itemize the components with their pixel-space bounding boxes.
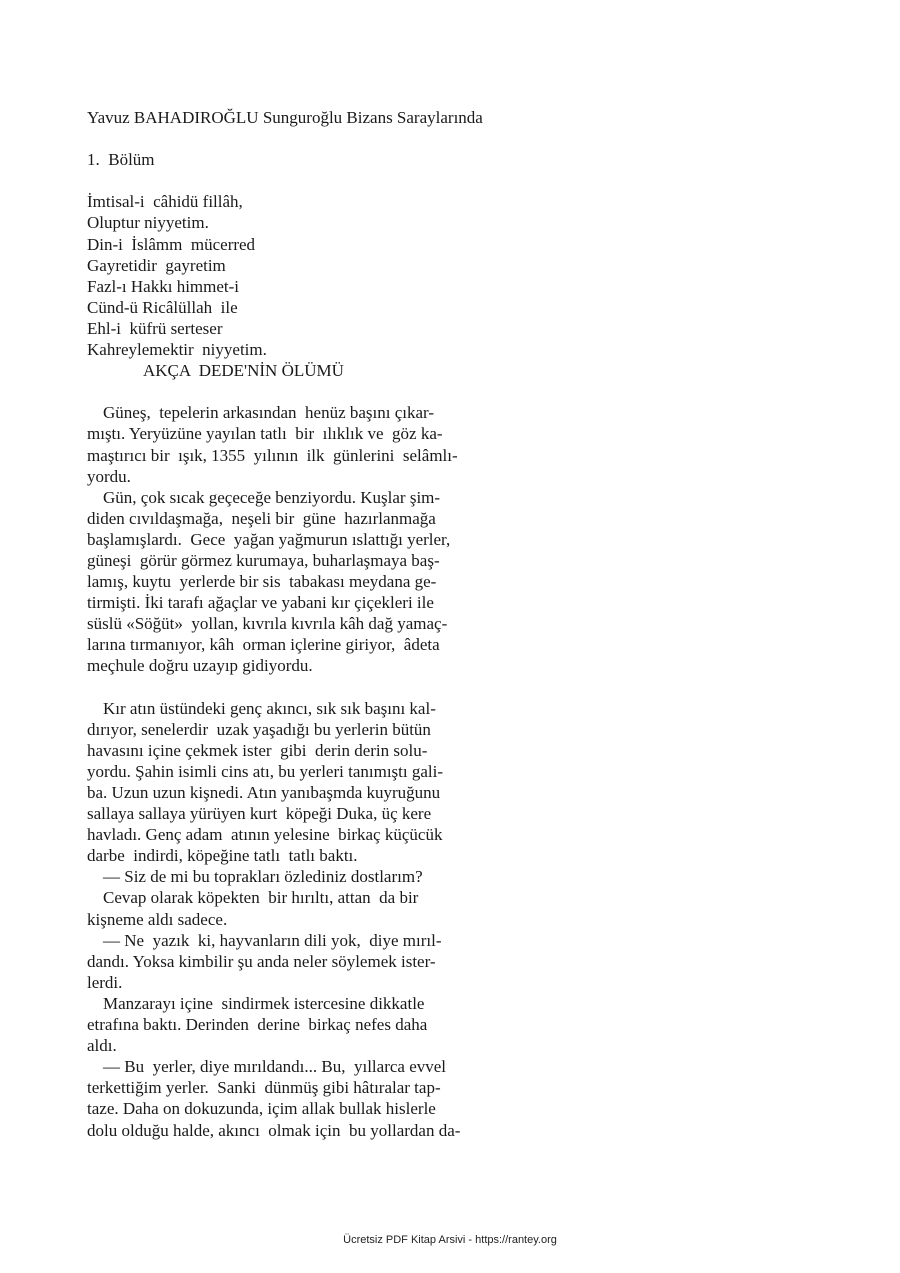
page-content bbox=[87, 107, 517, 1141]
chapter-heading: 1. Bölüm bbox=[87, 150, 155, 170]
text-line: mıştı. Yeryüzüne yayılan tatlı bir ılıklık ve göz ka- bbox=[87, 424, 443, 444]
text-line: maştırıcı bir ışık, 1355 yılının ilk günlerini selâmlı- bbox=[87, 445, 458, 465]
text-line: larına tırmanıyor, kâh orman içlerine giriyor, âdeta bbox=[87, 635, 440, 655]
text-line: dırıyor, senelerdir uzak yaşadığı bu yerlerin bütün bbox=[87, 719, 431, 739]
section-title: AKÇA DEDE'NİN ÖLÜMÜ bbox=[143, 361, 344, 381]
text-line: lerdi. bbox=[87, 972, 123, 992]
text-line: kişneme aldı sadece. bbox=[87, 909, 228, 929]
poem bbox=[87, 191, 517, 360]
poem-line: İmtisal-i câhidü fillâh, bbox=[87, 192, 243, 212]
text-line: dolu olduğu halde, akıncı olmak için bu yollardan da- bbox=[87, 1120, 461, 1140]
text-line: darbe indirdi, köpeğine tatlı tatlı baktı. bbox=[87, 846, 358, 866]
spacer bbox=[87, 381, 517, 402]
spacer bbox=[87, 677, 517, 698]
poem-line: Din-i İslâmm mücerred bbox=[87, 234, 256, 254]
text-line: lamış, kuytu yerlerde bir sis tabakası meydana ge- bbox=[87, 572, 437, 592]
book-title: Yavuz BAHADIROĞLU Sunguroğlu Bizans Saraylarında bbox=[87, 108, 483, 127]
poem-line: Ehl-i küfrü serteser bbox=[87, 318, 223, 338]
paragraph-block-1 bbox=[87, 402, 517, 676]
text-line: başlamışlardı. Gece yağan yağmurun ıslattığı yerler, bbox=[87, 529, 451, 549]
text-line: yordu. Şahin isimli cins atı, bu yerleri tanımıştı gali- bbox=[87, 761, 444, 781]
text-line: Güneş, tepelerin arkasından henüz başını çıkar- bbox=[103, 403, 435, 423]
poem-line: Cünd-ü Ricâlüllah ile bbox=[87, 297, 238, 317]
text-line: süslü «Söğüt» yollan, kıvrıla kıvrıla kâh dağ yamaç- bbox=[87, 614, 448, 634]
text-line: — Siz de mi bu toprakları özlediniz dostlarım? bbox=[103, 867, 423, 887]
text-line: yordu. bbox=[87, 466, 131, 486]
text-line: etrafına baktı. Derinden derine birkaç nefes daha bbox=[87, 1015, 428, 1035]
text-line: ba. Uzun uzun kişnedi. Atın yanıbaşmda kuyruğunu bbox=[87, 783, 441, 802]
text-line: taze. Daha on dokuzunda, içim allak bullak hislerle bbox=[87, 1099, 436, 1119]
text-line: meçhule doğru uzayıp gidiyordu. bbox=[87, 656, 313, 676]
spacer bbox=[87, 128, 517, 149]
text-line: aldı. bbox=[87, 1036, 117, 1056]
text-line: tirmişti. İki tarafı ağaçlar ve yabani kır çiçekleri ile bbox=[87, 593, 434, 613]
text-line: — Ne yazık ki, hayvanların dili yok, diye mırıl- bbox=[103, 930, 442, 950]
text-line: Kır atın üstündeki genç akıncı, sık sık başını kal- bbox=[103, 698, 436, 718]
text-line: terkettiğim yerler. Sanki dünmüş gibi hâtıralar tap- bbox=[87, 1078, 441, 1098]
text-line: dandı. Yoksa kimbilir şu anda neler söylemek ister- bbox=[87, 951, 436, 971]
poem-line: Fazl-ı Hakkı himmet-i bbox=[87, 276, 240, 296]
text-line: diden cıvıldaşmağa, neşeli bir güne hazırlanmağa bbox=[87, 508, 436, 528]
text-line: Gün, çok sıcak geçeceğe benziyordu. Kuşlar şim- bbox=[103, 487, 441, 507]
footer-source-note: Ücretsiz PDF Kitap Arsivi - https://rantey.org bbox=[343, 1234, 557, 1246]
poem-line: Gayretidir gayretim bbox=[87, 255, 226, 275]
text-line: — Bu yerler, diye mırıldandı... Bu, yıllarca evvel bbox=[103, 1057, 447, 1077]
text-line: havladı. Genç adam atının yelesine birkaç küçücük bbox=[87, 825, 443, 845]
text-line: güneşi görür görmez kurumaya, buharlaşmaya baş- bbox=[87, 550, 440, 570]
spacer bbox=[87, 170, 517, 191]
poem-line: Kahreylemektir niyyetim. bbox=[87, 340, 267, 360]
text-line: Cevap olarak köpekten bir hırıltı, attan da bir bbox=[103, 888, 419, 908]
text-line: sallaya sallaya yürüyen kurt köpeği Duka, üç kere bbox=[87, 804, 432, 824]
text-line: Manzarayı içine sindirmek istercesine dikkatle bbox=[103, 993, 425, 1013]
text-line: havasını içine çekmek ister gibi derin derin solu- bbox=[87, 740, 428, 760]
poem-line: Oluptur niyyetim. bbox=[87, 213, 209, 233]
paragraph-block-2 bbox=[87, 698, 517, 1141]
